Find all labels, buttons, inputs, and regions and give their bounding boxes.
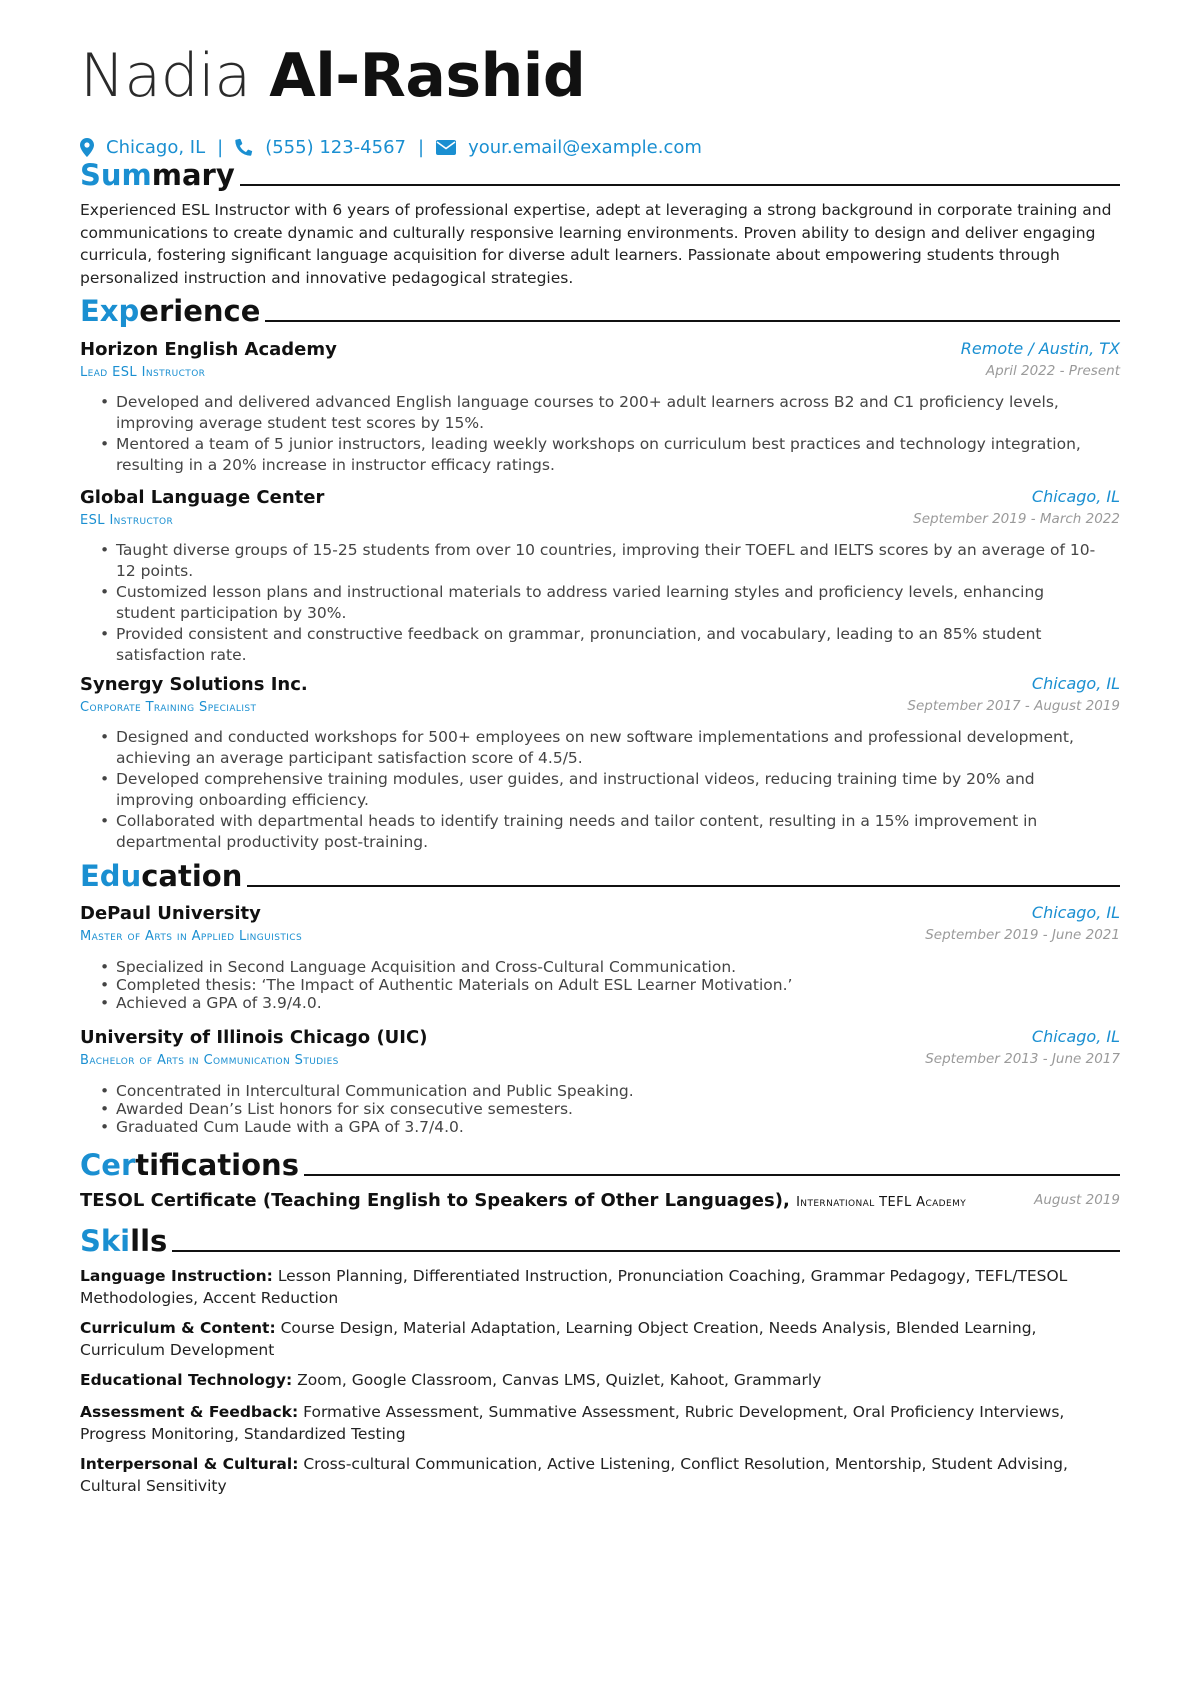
- candidate-name: [80, 36, 585, 116]
- skill-group-label: Language Instruction:: [80, 1267, 273, 1285]
- phone-text: (555) 123-4567: [265, 136, 406, 158]
- skill-group-text: Course Design, Material Adaptation, Learning Object Creation, Needs Analysis, Blended Learning, Curriculum Development: [80, 1319, 1037, 1359]
- school-name: University of Illinois Chicago (UIC): [80, 1027, 428, 1048]
- bullet-item: • Designed and conducted workshops for 500+ employees on new software implementations and professional development, achieving an average participant satisfaction score of 4.5/5.: [100, 727, 1100, 769]
- certification-issuer: International TEFL Academy: [796, 1195, 967, 1210]
- certification-line: [80, 1190, 966, 1211]
- bullet-item: • Developed and delivered advanced English language courses to 200+ adult learners across B2 and C1 proficiency levels, improving average student test scores by 15%.: [100, 392, 1100, 434]
- bullet-item: • Mentored a team of 5 junior instructors, leading weekly workshops on curriculum best practices and technology integration, resulting in a 20% increase in instructor efficacy ratings.: [100, 434, 1100, 476]
- certification-date: August 2019: [1034, 1192, 1120, 1208]
- envelope-icon: [436, 140, 456, 155]
- education-title-accent: Edu: [80, 859, 142, 893]
- job-location: Chicago, IL: [1031, 487, 1120, 506]
- summary-title-accent: Sum: [80, 158, 152, 192]
- education-bullets: [100, 1082, 1100, 1136]
- employer-name: Global Language Center: [80, 487, 325, 508]
- section-rule: [265, 320, 1120, 322]
- skill-group: [80, 1265, 1120, 1309]
- bullet-item: • Achieved a GPA of 3.9/4.0.: [100, 994, 1100, 1012]
- certification-separator: ,: [782, 1190, 790, 1211]
- school-location: Chicago, IL: [1031, 1027, 1120, 1046]
- job-title: Lead ESL Instructor: [80, 365, 206, 380]
- bullet-item: • Customized lesson plans and instructional materials to address varied learning styles and proficiency levels, enhancing student participation by 30%.: [100, 582, 1100, 624]
- job-location: Chicago, IL: [1031, 674, 1120, 693]
- skill-group-label: Curriculum & Content:: [80, 1319, 276, 1337]
- section-rule: [304, 1174, 1120, 1176]
- school-name: DePaul University: [80, 903, 261, 924]
- summary-text: Experienced ESL Instructor with 6 years of professional expertise, adept at leveraging a strong background in corporate training and communications to create dynamic and culturally responsive learning environments. Proven ability to design and deliver engaging curricula, fostering significant language acquisition for diverse adult learners. Passionate about empowering students through personalized instruction and innovative pedagogical strategies.: [80, 201, 1112, 287]
- location-text: Chicago, IL: [106, 136, 206, 158]
- section-rule: [172, 1250, 1120, 1252]
- bullet-item: • Graduated Cum Laude with a GPA of 3.7/4.0.: [100, 1118, 1100, 1136]
- skill-group-text: Formative Assessment, Summative Assessment, Rubric Development, Oral Proficiency Interviews, Progress Monitoring, Standardized Testing: [80, 1403, 1065, 1443]
- employer-name: Synergy Solutions Inc.: [80, 674, 308, 695]
- job-bullets: [100, 540, 1100, 666]
- education-title-rest: cation: [141, 859, 243, 893]
- education-heading: [80, 855, 1120, 893]
- skill-group: [80, 1401, 1120, 1445]
- school-location: Chicago, IL: [1031, 903, 1120, 922]
- skill-group-text: Cross-cultural Communication, Active Listening, Conflict Resolution, Mentorship, Student Advising, Cultural Sensitivity: [80, 1455, 1068, 1495]
- school-dates: September 2013 - June 2017: [925, 1051, 1120, 1067]
- section-rule: [247, 885, 1120, 887]
- summary-title: [80, 158, 235, 192]
- skill-group: [80, 1369, 1120, 1391]
- skill-group: [80, 1453, 1120, 1497]
- job-bullets: [100, 727, 1100, 853]
- bullet-item: • Taught diverse groups of 15-25 students from over 10 countries, improving their TOEFL and IELTS scores by an average of 10-12 points.: [100, 540, 1100, 582]
- job-dates: September 2019 - March 2022: [913, 511, 1120, 527]
- bullet-item: • Collaborated with departmental heads to identify training needs and tailor content, resulting in a 15% improvement in departmental productivity post-training.: [100, 811, 1100, 853]
- section-rule: [240, 184, 1120, 186]
- bullet-item: • Developed comprehensive training modules, user guides, and instructional videos, reducing training time by 20% and improving onboarding efficiency.: [100, 769, 1100, 811]
- bullet-item: • Specialized in Second Language Acquisition and Cross-Cultural Communication.: [100, 958, 1100, 976]
- skills-title-accent: Ski: [80, 1224, 131, 1258]
- bullet-item: • Awarded Dean’s List honors for six consecutive semesters.: [100, 1100, 1100, 1118]
- education-bullets: [100, 958, 1100, 1012]
- certifications-title-accent: Cer: [80, 1148, 136, 1182]
- job-title: ESL Instructor: [80, 513, 174, 528]
- job-dates: April 2022 - Present: [985, 363, 1120, 379]
- bullet-item: • Concentrated in Intercultural Communication and Public Speaking.: [100, 1082, 1100, 1100]
- skills-title-rest: lls: [130, 1224, 168, 1258]
- job-location: Remote / Austin, TX: [960, 339, 1120, 358]
- last-name: Al-Rashid: [269, 41, 586, 111]
- experience-title-accent: Exp: [80, 294, 140, 328]
- skill-group-label: Assessment & Feedback:: [80, 1403, 299, 1421]
- summary-heading: [80, 154, 1120, 192]
- bullet-item: • Provided consistent and constructive feedback on grammar, pronunciation, and vocabulary, leading to an 85% student satisfaction rate.: [100, 624, 1100, 666]
- skill-group-label: Educational Technology:: [80, 1371, 293, 1389]
- skill-group-text: Lesson Planning, Differentiated Instruction, Pronunciation Coaching, Grammar Pedagogy, TEFL/TESOL Methodologies, Accent Reduction: [80, 1267, 1068, 1307]
- job-bullets: [100, 392, 1100, 476]
- skill-group-text: Zoom, Google Classroom, Canvas LMS, Quizlet, Kahoot, Grammarly: [297, 1371, 822, 1389]
- first-name: Nadia: [80, 41, 251, 111]
- skill-group-label: Interpersonal & Cultural:: [80, 1455, 299, 1473]
- contact-separator: |: [217, 136, 224, 158]
- certification-name: TESOL Certificate (Teaching English to Speakers of Other Languages): [80, 1190, 783, 1211]
- certifications-title-rest: tifications: [135, 1148, 299, 1182]
- skill-group: [80, 1317, 1120, 1361]
- contact-separator: |: [418, 136, 425, 158]
- job-dates: September 2017 - August 2019: [907, 698, 1120, 714]
- school-dates: September 2019 - June 2021: [925, 927, 1120, 943]
- education-title: [80, 859, 242, 893]
- certifications-title: [80, 1148, 299, 1182]
- certification-entry: [80, 1190, 1120, 1216]
- bullet-item: • Completed thesis: ‘The Impact of Authentic Materials on Adult ESL Learner Motivation.’: [100, 976, 1100, 994]
- skills-title: [80, 1224, 167, 1258]
- experience-title: [80, 294, 260, 328]
- summary-title-rest: mary: [151, 158, 235, 192]
- job-title: Corporate Training Specialist: [80, 700, 257, 715]
- experience-heading: [80, 290, 1120, 328]
- degree-title: Bachelor of Arts in Communication Studies: [80, 1053, 339, 1068]
- certifications-heading: [80, 1144, 1120, 1182]
- degree-title: Master of Arts in Applied Linguistics: [80, 929, 303, 944]
- employer-name: Horizon English Academy: [80, 339, 337, 360]
- skills-heading: [80, 1220, 1120, 1258]
- experience-title-rest: erience: [139, 294, 261, 328]
- email-link[interactable]: your.email@example.com: [468, 136, 702, 158]
